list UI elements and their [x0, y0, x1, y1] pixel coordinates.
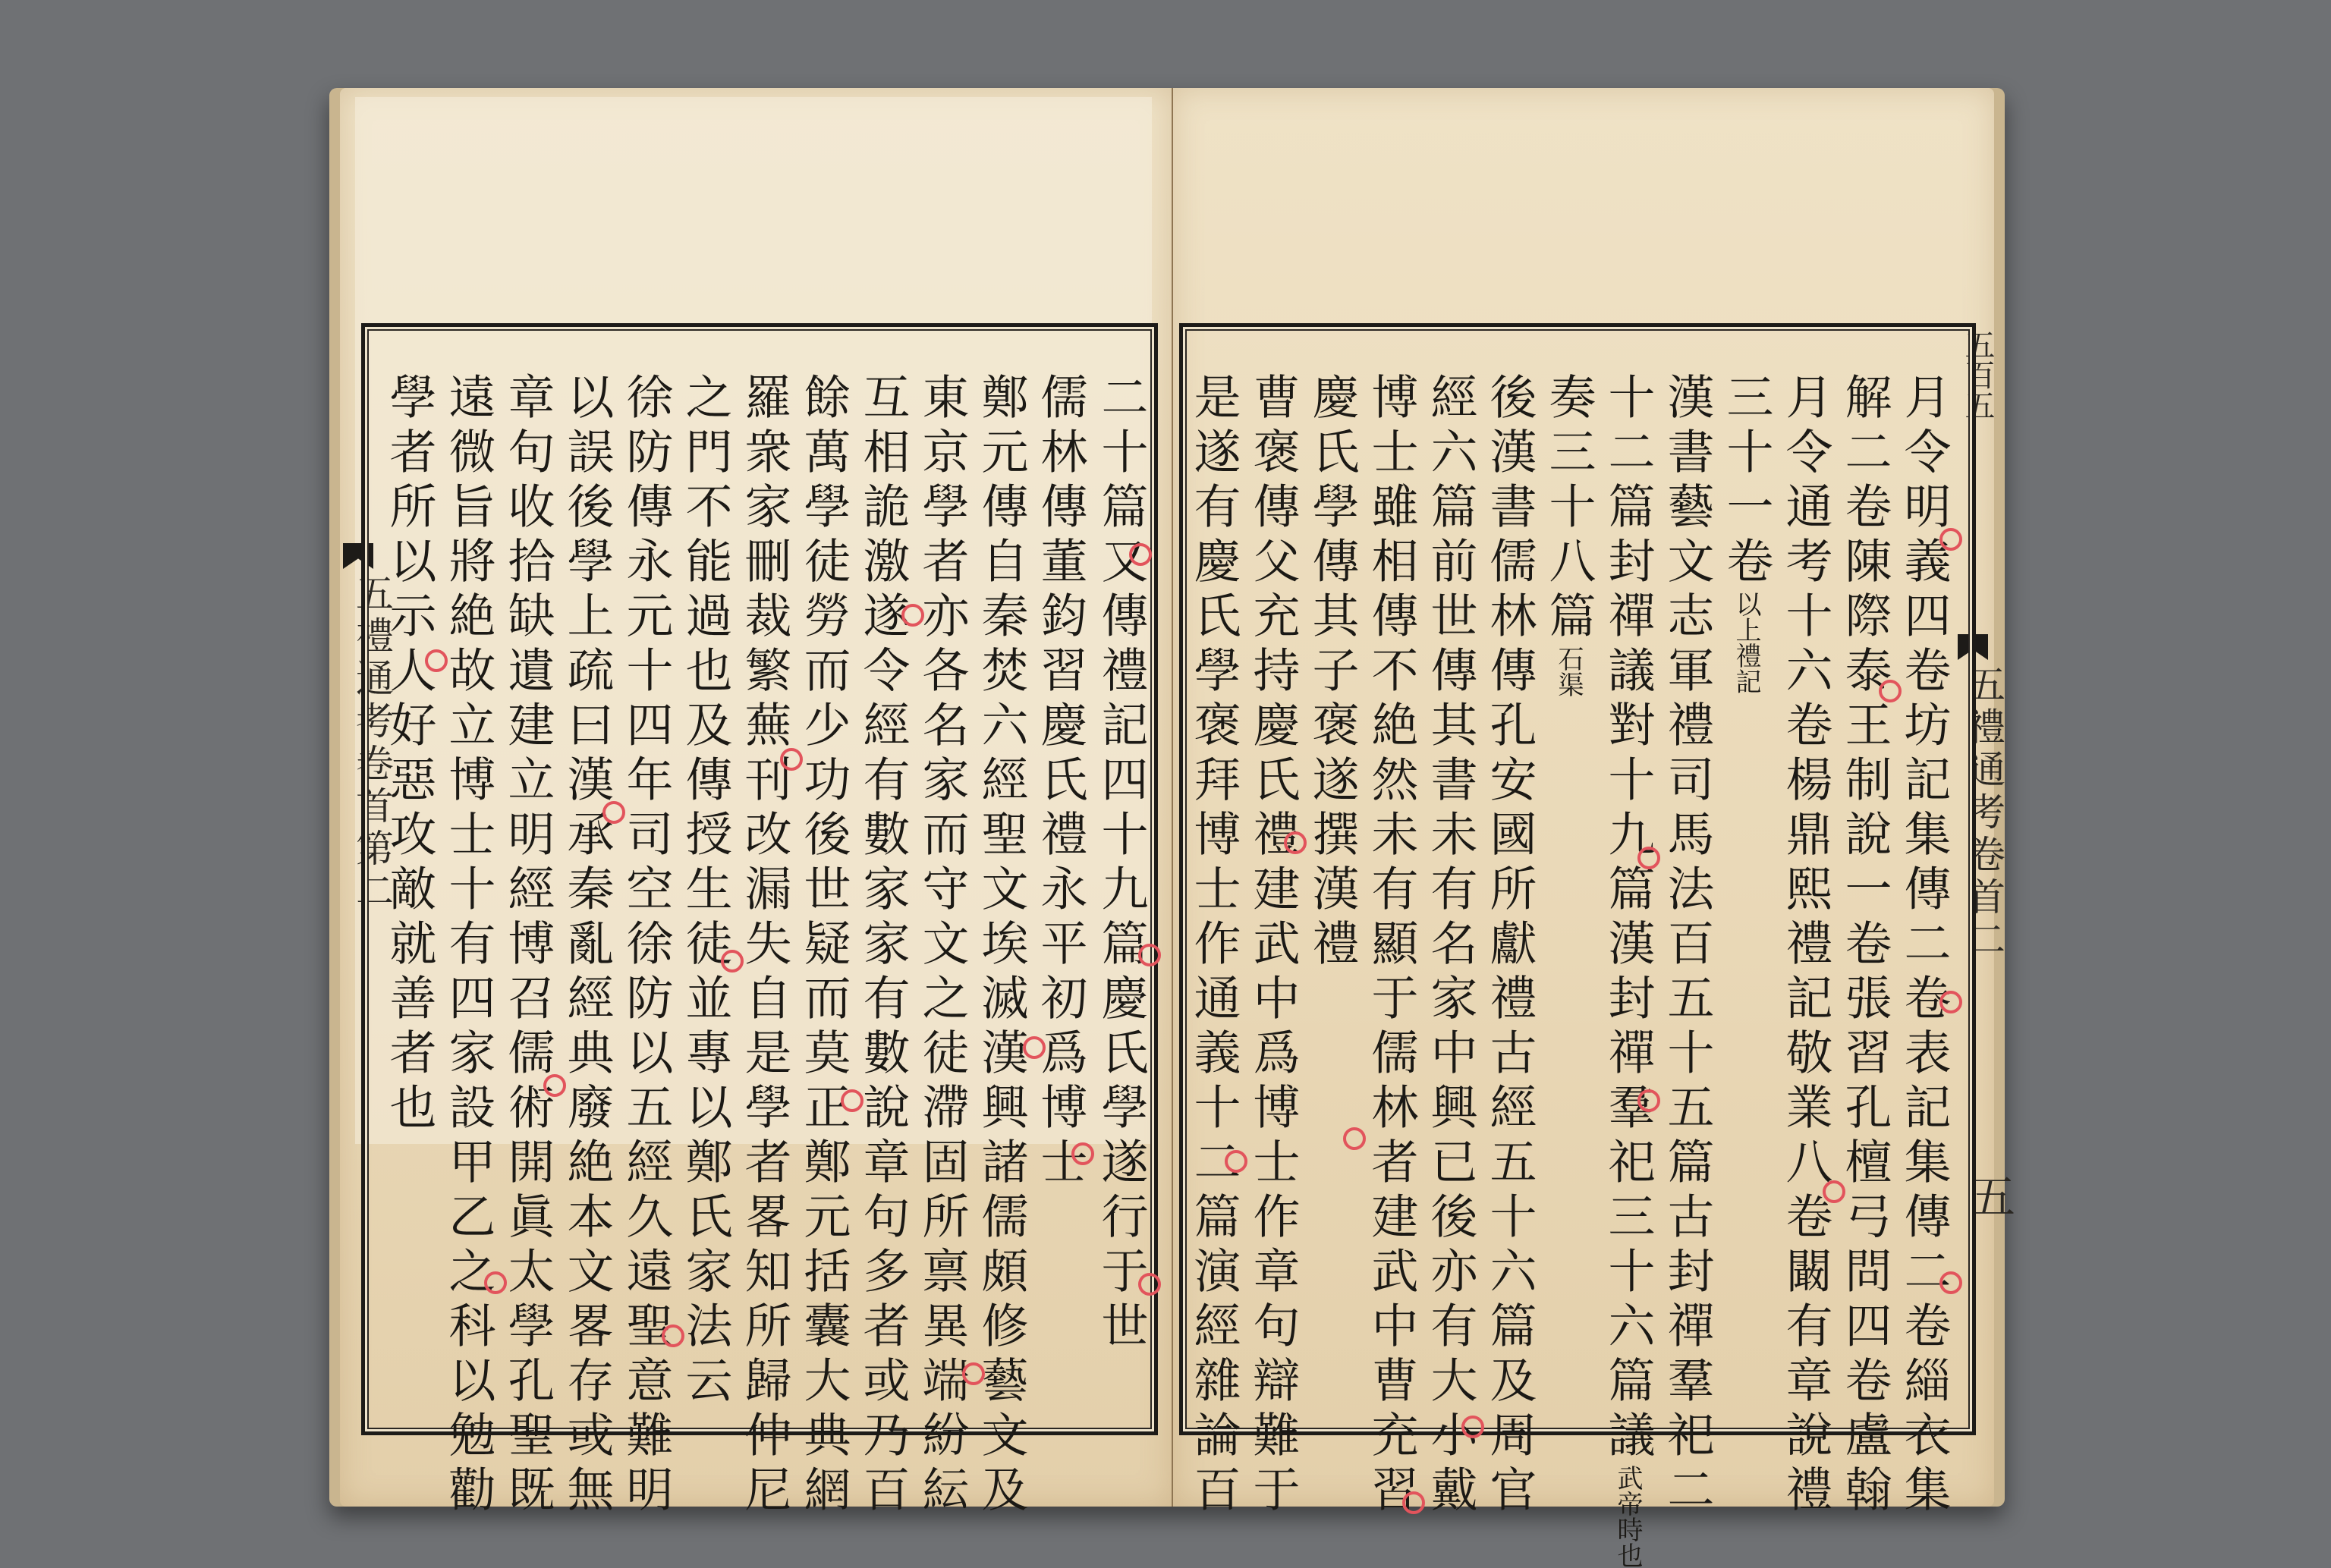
left-margin-title: 五禮通考卷首第二 — [350, 573, 394, 913]
page-number: 五 — [1962, 1173, 2015, 1223]
right-margin-title: 五禮通考卷首二 — [1961, 665, 2005, 962]
right-column-9: 經六篇前世傳其書未有名家中興已後亦有大小戴 — [1423, 372, 1478, 1519]
red-punctuation-mark — [780, 748, 803, 771]
left-column-6: 餘萬學徒勞而少功後世疑而莫正鄭元括囊大典網 — [796, 372, 851, 1519]
left-column-2: 儒林傳董鈞習慶氏禮永平初爲博士 — [1033, 372, 1088, 1192]
red-punctuation-mark — [1129, 543, 1152, 566]
red-punctuation-mark — [1939, 528, 1962, 551]
right-page — [1173, 88, 2015, 1568]
red-punctuation-mark — [1343, 1127, 1366, 1150]
red-punctuation-mark — [901, 604, 924, 627]
red-punctuation-mark — [1879, 680, 1902, 702]
red-punctuation-mark — [543, 1074, 566, 1097]
red-punctuation-mark — [721, 950, 744, 973]
right-column-5: 漢書藝文志軍禮司馬法百五十五篇古封禪羣祀二 — [1659, 372, 1715, 1519]
red-punctuation-mark — [1138, 1273, 1161, 1296]
red-punctuation-mark — [1637, 847, 1660, 869]
red-punctuation-mark — [1023, 1036, 1046, 1059]
left-column-8: 之門不能過也及傳授生徒並專以鄭氏家法云 — [678, 372, 733, 1410]
right-column-2: 解二卷陳際泰王制說一卷張習孔檀弓問四卷盧翰 — [1837, 372, 1892, 1519]
right-column-3: 月令通考十六卷楊鼎熙禮記敬業八卷闞有章說禮 — [1778, 372, 1833, 1519]
red-punctuation-mark — [1225, 1150, 1247, 1173]
red-punctuation-mark — [602, 801, 625, 824]
left-column-12: 遠微旨將絶故立博士十有四家設甲乙之科以勉勸 — [441, 372, 496, 1519]
right-column-6-text: 十二篇封禪議對十九篇漢封禪羣祀三十六篇議 — [1600, 372, 1656, 1465]
right-column-4 — [1719, 372, 1776, 1419]
right-column-11: 慶氏學傳其子褒遂撰漢禮 — [1304, 372, 1360, 973]
left-column-1: 二十篇又傳禮記四十九篇慶氏學遂行于世 — [1093, 372, 1149, 1356]
right-column-6 — [1600, 372, 1658, 1568]
left-column-7: 羅衆家刪裁繁蕪刊改漏失自是學者畧知所歸仲尼 — [737, 372, 792, 1519]
right-text-frame — [1179, 323, 1976, 1568]
red-punctuation-mark — [484, 1271, 507, 1294]
right-column-4-text: 三十一卷 — [1719, 372, 1774, 591]
left-column-9: 徐防傳永元十四年司空徐防以五經久遠聖意難明 — [618, 372, 674, 1519]
left-column-5: 互相詭激遂令經有數家家有數說章句多者或乃百 — [855, 372, 911, 1519]
red-punctuation-mark — [1823, 1180, 1845, 1203]
right-column-1: 月令明義四卷坊記集傳二卷表記集傳二卷緇衣集 — [1896, 372, 1952, 1519]
red-punctuation-mark — [841, 1089, 864, 1112]
right-column-7 — [1541, 372, 1599, 1419]
red-punctuation-mark — [1284, 831, 1307, 854]
red-punctuation-mark — [1939, 991, 1962, 1013]
red-punctuation-mark — [1138, 944, 1161, 966]
left-column-13: 學者所以示人好惡攻敵就善者也 — [382, 372, 437, 1137]
right-column-8: 後漢書儒林傳孔安國所獻禮古經五十六篇及周官 — [1482, 372, 1537, 1519]
red-punctuation-mark — [1461, 1416, 1484, 1438]
gloss-note: 以上禮記 — [1731, 591, 1761, 694]
open-book — [329, 88, 2015, 1568]
gloss-note: 武帝時也 — [1612, 1465, 1643, 1568]
left-page — [340, 88, 1172, 1519]
red-punctuation-mark — [1071, 1142, 1094, 1165]
red-punctuation-mark — [1939, 1271, 1962, 1294]
gloss-note: 石渠 — [1553, 646, 1584, 697]
red-punctuation-mark — [1637, 1089, 1660, 1112]
red-punctuation-mark — [425, 649, 448, 672]
right-column-7-text: 奏三十八篇 — [1541, 372, 1596, 646]
red-punctuation-mark — [662, 1324, 684, 1347]
right-column-13: 是遂有慶氏學褒拜博士作通義十二篇演經雜論百 — [1186, 372, 1241, 1519]
red-punctuation-mark — [962, 1362, 985, 1385]
right-column-12: 曹褒傳父充持慶氏禮建武中爲博士作章句辯難于 — [1245, 372, 1301, 1519]
red-punctuation-mark — [1402, 1491, 1425, 1514]
right-column-10: 博士雖相傳不絶然未有顯于儒林者建武中曹充習 — [1364, 372, 1419, 1519]
left-column-3: 鄭元傳自秦焚六經聖文埃滅漢興諸儒頗修藝文及 — [974, 372, 1029, 1519]
left-column-11: 章句收拾缺遺建立明經博召儒術開眞太學孔聖既 — [500, 372, 555, 1519]
left-text-frame — [361, 323, 1158, 1519]
folio-number: 五百五 — [1960, 329, 1995, 420]
left-column-10: 以誤後學上疏曰漢承秦亂經典廢絶本文畧存或無 — [559, 372, 615, 1519]
left-column-4: 東京學者亦各名家而守文之徒滯固所禀異端紛紜 — [914, 372, 970, 1519]
